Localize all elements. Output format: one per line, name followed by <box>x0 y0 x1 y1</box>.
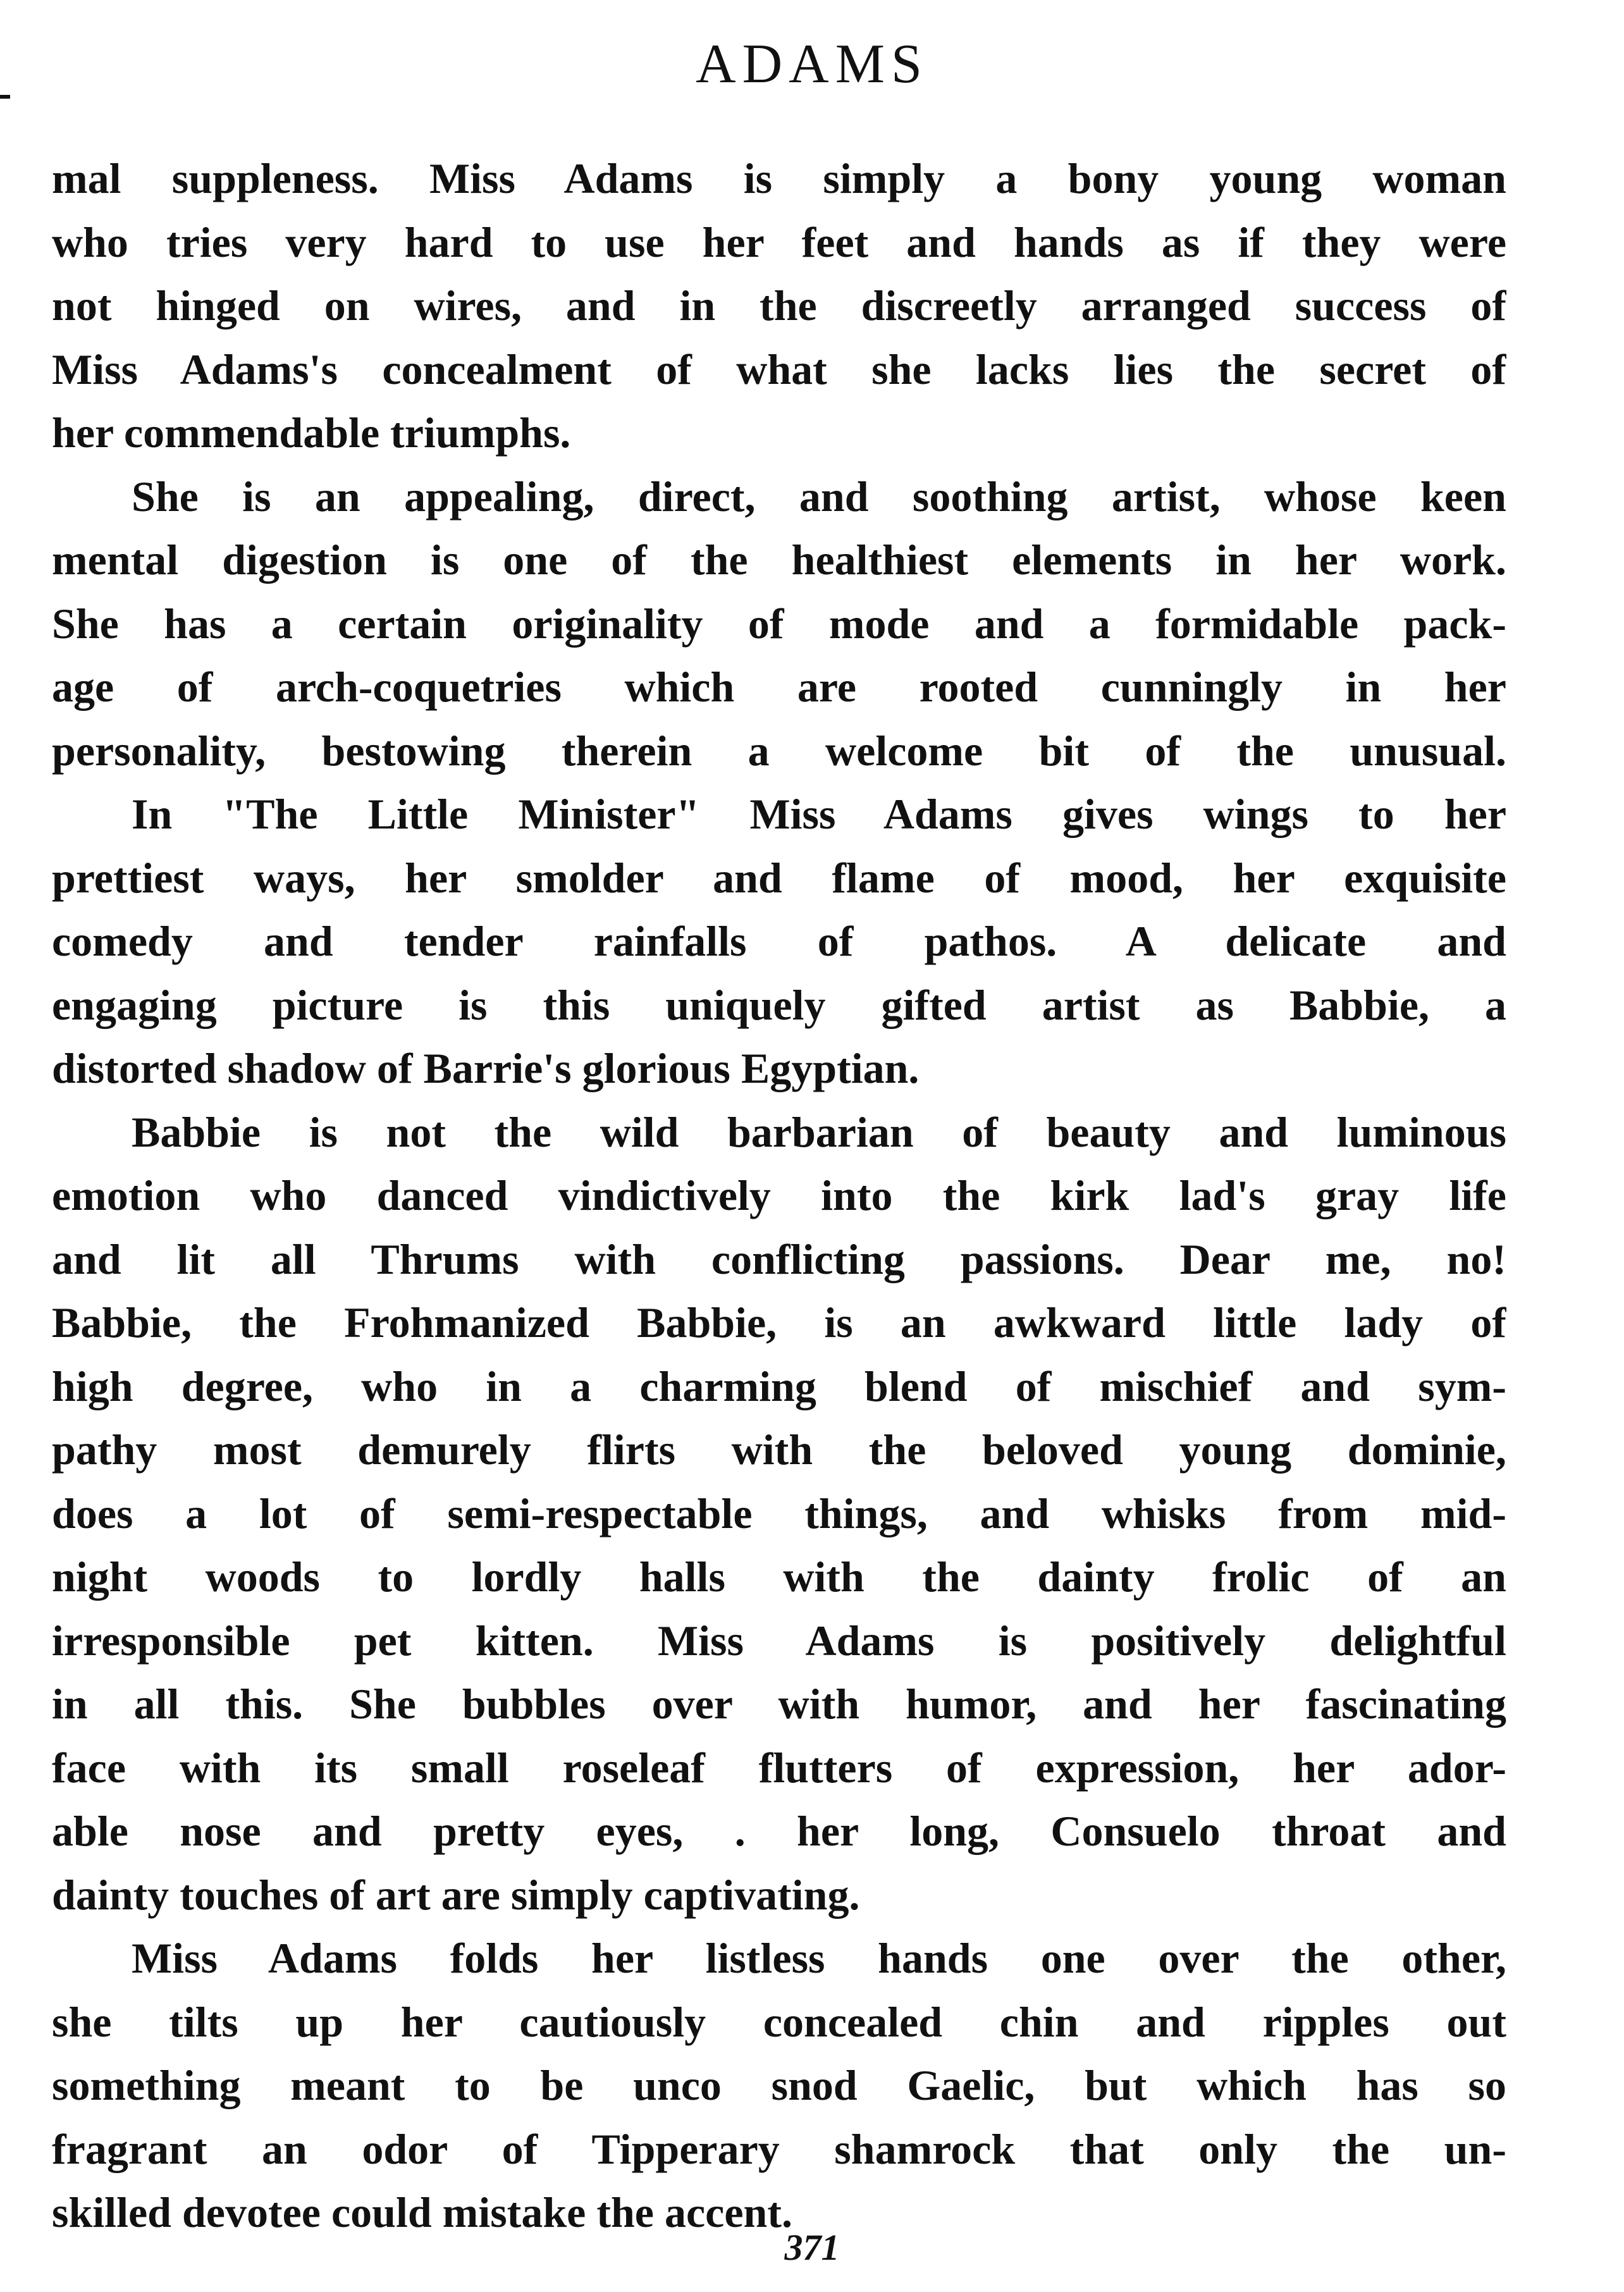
text-line: She has a certain originality of mode and a formidable pack- <box>52 599 1506 648</box>
text-line: in all this. She bubbles over with humor, and her fascinating <box>52 1680 1506 1728</box>
text-line: Miss Adams folds her listless hands one over the other, <box>132 1934 1506 1982</box>
text-line: emotion who danced vindictively into the kirk lad's gray life <box>52 1171 1506 1219</box>
text-line: age of arch-coquetries which are rooted cunningly in her <box>52 663 1506 711</box>
text-line: prettiest ways, her smolder and flame of mood, her exquisite <box>52 853 1506 902</box>
text-line: something meant to be unco snod Gaelic, but which has so <box>52 2061 1506 2109</box>
margin-mark <box>0 95 10 99</box>
text-line: fragrant an odor of Tipperary shamrock that only the un- <box>52 2124 1506 2173</box>
text-line: skilled devotee could mistake the accent. <box>52 2188 792 2236</box>
text-line: who tries very hard to use her feet and hands as if they were <box>52 218 1506 266</box>
text-line: mental digestion is one of the healthiest elements in her work. <box>52 536 1506 584</box>
text-line: face with its small roseleaf flutters of expression, her ador- <box>52 1743 1506 1792</box>
text-line: dainty touches of art are simply captivating. <box>52 1870 860 1919</box>
body-text <box>52 147 1506 2245</box>
text-line: night woods to lordly halls with the dainty frolic of an <box>52 1553 1506 1601</box>
text-line: mal suppleness. Miss Adams is simply a bony young woman <box>52 154 1506 202</box>
text-line: able nose and pretty eyes, . her long, Consuelo throat and <box>52 1807 1506 1855</box>
text-line: her commendable triumphs. <box>52 409 571 457</box>
text-line: Miss Adams's concealment of what she lacks lies the secret of <box>52 345 1506 393</box>
paragraph-1 <box>52 147 1506 465</box>
text-line: and lit all Thrums with conflicting passions. Dear me, no! <box>52 1235 1506 1283</box>
paragraph-2 <box>52 465 1506 783</box>
text-line: personality, bestowing therein a welcome bit of the unusual. <box>52 726 1506 775</box>
text-line: she tilts up her cautiously concealed chin and ripples out <box>52 1997 1506 2046</box>
paragraph-3 <box>52 782 1506 1100</box>
text-line: pathy most demurely flirts with the beloved young dominie, <box>52 1426 1506 1474</box>
paragraph-5 <box>52 1926 1506 2245</box>
text-line: Babbie, the Frohmanized Babbie, is an awkward little lady of <box>52 1298 1506 1346</box>
text-line: high degree, who in a charming blend of mischief and sym- <box>52 1362 1506 1410</box>
text-line: comedy and tender rainfalls of pathos. A delicate and <box>52 917 1506 965</box>
text-line: Babbie is not the wild barbarian of beauty and luminous <box>132 1107 1506 1156</box>
text-line: In "The Little Minister" Miss Adams gives wings to her <box>132 790 1506 838</box>
paragraph-4 <box>52 1100 1506 1927</box>
page-number: 371 <box>784 2227 840 2268</box>
text-line: not hinged on wires, and in the discreetly arranged success of <box>52 281 1506 330</box>
running-head: ADAMS <box>696 34 928 95</box>
text-line: irresponsible pet kitten. Miss Adams is positively delightful <box>52 1616 1506 1665</box>
text-line: does a lot of semi-respectable things, and whisks from mid- <box>52 1489 1506 1537</box>
text-line: distorted shadow of Barrie's glorious Egyptian. <box>52 1044 920 1092</box>
text-line: engaging picture is this uniquely gifted artist as Babbie, a <box>52 980 1506 1029</box>
text-line: She is an appealing, direct, and soothing artist, whose keen <box>132 472 1506 521</box>
